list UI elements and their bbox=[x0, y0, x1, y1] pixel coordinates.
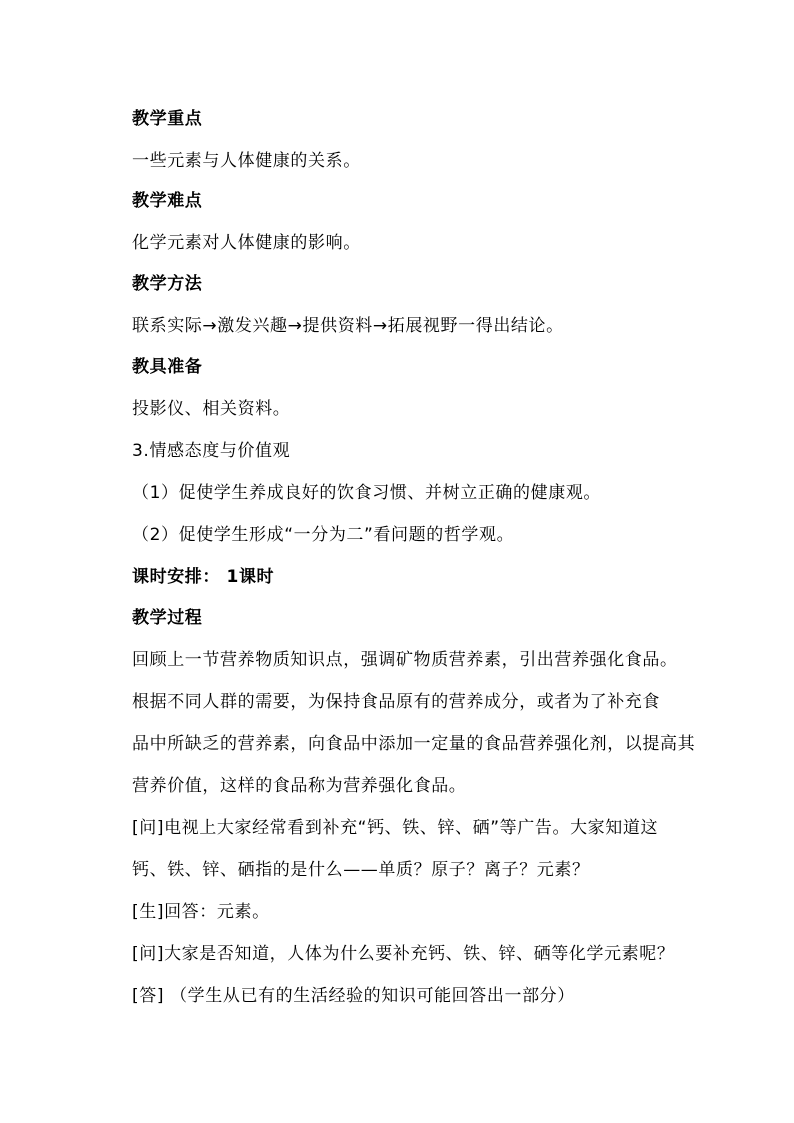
paragraph-line: 营养价值，这样的食品称为营养强化食品。 bbox=[132, 776, 467, 796]
heading-teaching-process: 教学过程 bbox=[132, 608, 203, 628]
paragraph-line: 投影仪、相关资料。 bbox=[132, 399, 291, 419]
paragraph-line: （2）促使学生形成“一分为二”看问题的哲学观。 bbox=[132, 525, 515, 545]
paragraph-line: 回顾上一节营养物质知识点，强调矿物质营养素，引出营养强化食品。 bbox=[132, 650, 678, 670]
paragraph-line: 钙、铁、锌、硒指的是什么——单质？原子？离子？元素？ bbox=[132, 860, 590, 880]
paragraph-line: 3.情感态度与价值观 bbox=[132, 441, 291, 461]
paragraph-line: （1）促使学生养成良好的饮食习惯、并树立正确的健康观。 bbox=[132, 483, 602, 503]
paragraph-line: 根据不同人群的需要，为保持食品原有的营养成分，或者为了补充食 bbox=[132, 692, 660, 712]
paragraph-line: [问]电视上大家经常看到补充“钙、铁、锌、硒”等广告。大家知道这 bbox=[132, 818, 659, 838]
paragraph-line: 联系实际→激发兴趣→提供资料→拓展视野一得出结论。 bbox=[132, 316, 564, 336]
paragraph-line: 品中所缺乏的营养素，向食品中添加一定量的食品营养强化剂，以提高其 bbox=[132, 734, 696, 754]
paragraph-line: [问]大家是否知道，人体为什么要补充钙、铁、锌、硒等化学元素呢？ bbox=[132, 944, 675, 964]
heading-teaching-difficulty: 教学难点 bbox=[132, 191, 203, 211]
heading-teaching-focus: 教学重点 bbox=[132, 109, 203, 129]
heading-class-schedule: 课时安排： 1课时 bbox=[132, 567, 275, 587]
paragraph-line: [生]回答：元素。 bbox=[132, 902, 270, 922]
paragraph-line: [答] （学生从已有的生活经验的知识可能回答出一部分） bbox=[132, 986, 575, 1006]
heading-teaching-method: 教学方法 bbox=[132, 274, 203, 294]
heading-teaching-aids: 教具准备 bbox=[132, 357, 203, 377]
paragraph-line: 一些元素与人体健康的关系。 bbox=[132, 151, 361, 171]
paragraph-line: 化学元素对人体健康的影响。 bbox=[132, 233, 361, 253]
